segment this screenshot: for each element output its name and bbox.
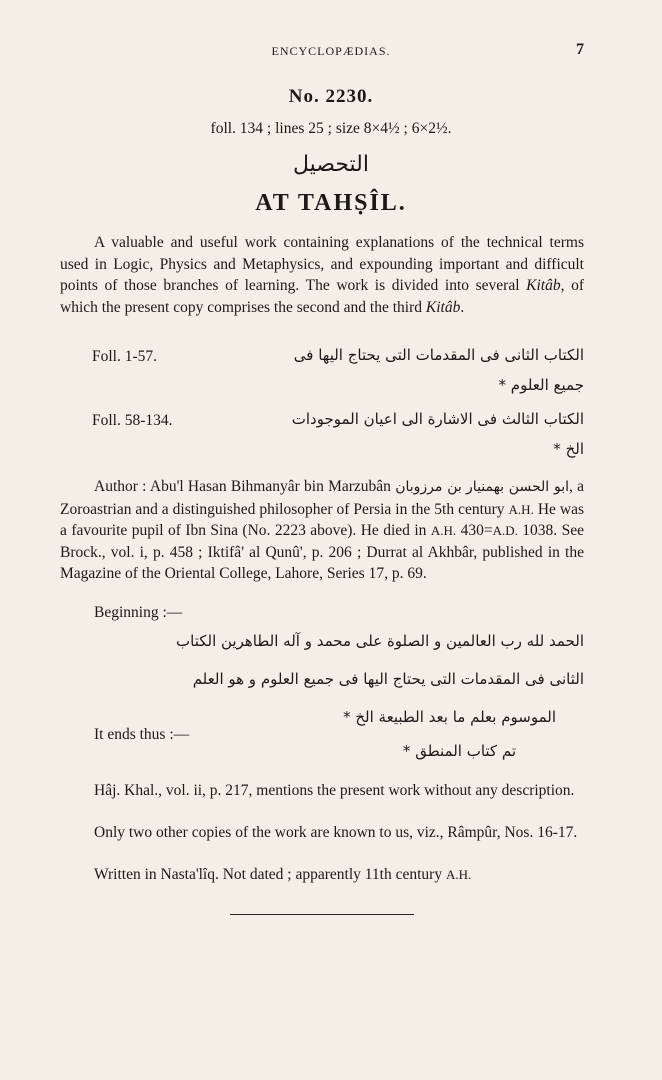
ending-arabic-line: تم كتاب المنطق * [402,742,516,760]
beginning-label: Beginning :— [94,604,183,621]
contents-label: Foll. 1-57. [92,348,158,365]
manuscript-details: foll. 134 ; lines 25 ; size 8×4½ ; 6×2½. [210,120,452,137]
contents-arabic: الكتاب الثانى فى المقدمات التى يحتاج اليها فى [293,346,584,364]
contents-arabic: الكتاب الثالث فى الاشارة الى اعيان الموجودات [291,410,584,428]
ending-label: It ends thus :— [94,726,190,743]
running-head: ENCYCLOPÆDIAS. [271,44,391,58]
contents-label: Foll. 58-134. [92,412,173,429]
contents-row [92,410,584,434]
copies-note: Only two other copies of the work are known to us, viz., Râmpûr, Nos. 16-17. [94,824,578,841]
script-note: Written in Nasta'lîq. Not dated ; apparently 11th century A.H. [94,866,472,883]
closing-rule [230,914,414,915]
contents-arabic-continued: الخ * [553,440,584,458]
page-number: 7 [576,41,584,58]
arabic-title: التحصيل [292,152,370,177]
reference-note: Hâj. Khal., vol. ii, p. 217, mentions the present work without any description. [94,782,575,799]
author-paragraph: Author : Abu'l Hasan Bihmanyâr bin Marzubân ابو الحسن بهمنيار بن مرزوبان , a Zoroastrian and a distinguished philosopher of Persia in the 5th century A.H. He was a favourite pupil of Ibn Sina (No. 2223 above). He died in A.H. 430=A.D. 1038. See Brock., vol. i, p. 458 ; Iktifâ' al Qunû', p. 206 ; Durrat al Akhbâr, published in the Magazine of the Oriental College, Lahore, Series 17, p. 69. [60,478,584,582]
description-paragraph: A valuable and useful work containing explanations of the technical terms used in Logic, Physics and Metaphysics, and expounding important and difficult points of those branches of learning. The work is divided into several Kitâb, of which the present copy comprises the second and the third Kitâb. [60,234,584,316]
beginning-arabic-line: الثانى فى المقدمات التى يحتاج اليها فى جميع العلوم و هو العلم [192,670,584,688]
work-title: AT TAHṢÎL. [255,190,407,216]
author-arabic-name-2: بن مرزوبان [395,479,462,495]
beginning-arabic-line: الموسوم بعلم ما بعد الطبيعة الخ * [343,708,556,726]
contents-row [92,346,584,370]
entry-number: No. 2230. [288,86,374,107]
author-arabic-name: ابو الحسن بهمنيار [466,479,569,495]
contents-arabic-continued: جميع العلوم * [498,376,584,394]
beginning-arabic-line: الحمد لله رب العالمين و الصلوة على محمد و آله الطاهرين الكتاب [176,632,584,650]
